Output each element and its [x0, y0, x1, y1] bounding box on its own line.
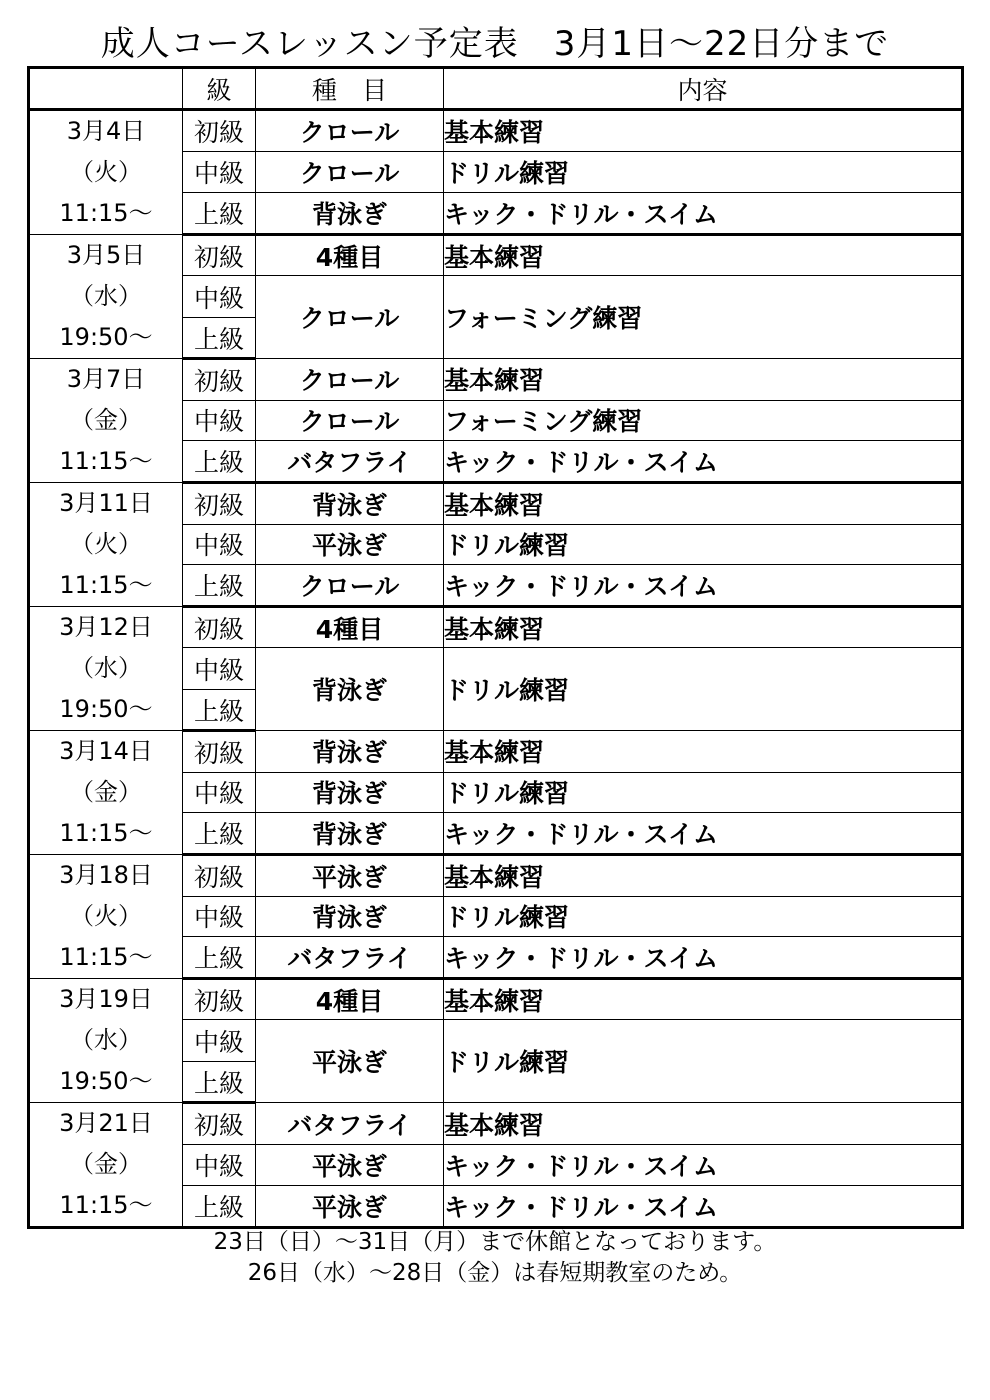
event-cell: クロール [256, 276, 444, 359]
table-row [29, 1103, 963, 1145]
content-cell: フォーミング練習 [444, 276, 963, 359]
date-date: 3月18日 [59, 861, 153, 889]
date-cell [29, 607, 183, 731]
content-cell: ドリル練習 [444, 1020, 963, 1103]
date-cell [29, 731, 183, 855]
date-weekday: （金） [70, 778, 142, 806]
event-cell: クロール [256, 110, 444, 152]
closure-notes [0, 1227, 990, 1289]
event-cell: 平泳ぎ [256, 1185, 444, 1227]
date-cell [29, 235, 183, 359]
event-cell: 4種目 [256, 235, 444, 276]
date-cell [29, 979, 183, 1103]
level-cell: 上級 [183, 937, 256, 979]
level-cell: 初級 [183, 607, 256, 648]
page-title: 成人コースレッスン予定表 3月1日～22日分まで [100, 24, 890, 64]
level-cell: 初級 [183, 110, 256, 152]
table-row [29, 731, 963, 773]
level-cell: 中級 [183, 400, 256, 441]
content-cell: ドリル練習 [444, 896, 963, 937]
level-cell: 初級 [183, 235, 256, 276]
event-cell: 4種目 [256, 979, 444, 1020]
date-time: 19:50～ [59, 1067, 153, 1095]
content-cell: 基本練習 [444, 979, 963, 1020]
level-cell: 初級 [183, 731, 256, 773]
date-weekday: （金） [70, 406, 142, 434]
level-cell: 初級 [183, 1103, 256, 1145]
level-cell: 中級 [183, 648, 256, 690]
content-cell: キック・ドリル・スイム [444, 565, 963, 607]
date-date: 3月21日 [59, 1109, 153, 1137]
event-cell: 背泳ぎ [256, 648, 444, 731]
level-cell: 初級 [183, 855, 256, 897]
level-cell: 初級 [183, 359, 256, 401]
date-time: 11:15～ [59, 943, 153, 971]
event-cell: クロール [256, 400, 444, 441]
date-date: 3月11日 [59, 489, 153, 517]
schedule-body [29, 110, 963, 1228]
content-cell: ドリル練習 [444, 772, 963, 813]
date-weekday: （火） [70, 902, 142, 930]
date-date: 3月12日 [59, 613, 153, 641]
content-cell: キック・ドリル・スイム [444, 441, 963, 483]
date-time: 11:15～ [59, 819, 153, 847]
event-cell: クロール [256, 565, 444, 607]
date-date: 3月19日 [59, 985, 153, 1013]
date-weekday: （火） [70, 530, 142, 558]
date-date: 3月4日 [66, 117, 146, 145]
content-cell: キック・ドリル・スイム [444, 1145, 963, 1186]
content-cell: ドリル練習 [444, 648, 963, 731]
date-date: 3月14日 [59, 737, 153, 765]
content-cell: ドリル練習 [444, 524, 963, 565]
date-time: 19:50～ [59, 323, 153, 351]
content-cell: ドリル練習 [444, 152, 963, 193]
level-cell: 上級 [183, 1185, 256, 1227]
table-row [29, 483, 963, 525]
event-cell: 背泳ぎ [256, 483, 444, 525]
header-event: 種 目 [256, 68, 444, 110]
event-cell: クロール [256, 359, 444, 401]
event-cell: バタフライ [256, 1103, 444, 1145]
event-cell: クロール [256, 152, 444, 193]
event-cell: 平泳ぎ [256, 1145, 444, 1186]
date-weekday: （水） [70, 282, 142, 310]
header-date [29, 68, 183, 110]
level-cell: 上級 [183, 565, 256, 607]
date-weekday: （金） [70, 1150, 142, 1178]
level-cell: 上級 [183, 813, 256, 855]
event-cell: 背泳ぎ [256, 772, 444, 813]
event-cell: 背泳ぎ [256, 896, 444, 937]
content-cell: キック・ドリル・スイム [444, 937, 963, 979]
level-cell: 中級 [183, 524, 256, 565]
header-content: 内容 [444, 68, 963, 110]
level-cell: 中級 [183, 896, 256, 937]
level-cell: 上級 [183, 690, 256, 731]
date-time: 19:50～ [59, 695, 153, 723]
level-cell: 中級 [183, 152, 256, 193]
date-weekday: （火） [70, 158, 142, 186]
content-cell: キック・ドリル・スイム [444, 192, 963, 234]
date-date: 3月7日 [66, 365, 146, 393]
table-row [29, 855, 963, 897]
content-cell: 基本練習 [444, 607, 963, 648]
content-cell: フォーミング練習 [444, 400, 963, 441]
level-cell: 上級 [183, 1062, 256, 1103]
lesson-schedule-table [27, 66, 964, 1229]
date-cell [29, 359, 183, 483]
table-row [29, 235, 963, 276]
level-cell: 上級 [183, 192, 256, 234]
content-cell: 基本練習 [444, 731, 963, 773]
date-time: 11:15～ [59, 571, 153, 599]
date-weekday: （水） [70, 654, 142, 682]
content-cell: キック・ドリル・スイム [444, 1185, 963, 1227]
table-header-row [29, 68, 963, 110]
content-cell: 基本練習 [444, 1103, 963, 1145]
date-cell [29, 483, 183, 607]
date-time: 11:15～ [59, 199, 153, 227]
date-time: 11:15～ [59, 447, 153, 475]
date-cell [29, 855, 183, 979]
level-cell: 上級 [183, 318, 256, 359]
event-cell: 背泳ぎ [256, 813, 444, 855]
date-weekday: （水） [70, 1026, 142, 1054]
level-cell: 中級 [183, 1145, 256, 1186]
date-cell [29, 1103, 183, 1228]
event-cell: 平泳ぎ [256, 855, 444, 897]
content-cell: 基本練習 [444, 359, 963, 401]
event-cell: 背泳ぎ [256, 731, 444, 773]
table-row [29, 607, 963, 648]
date-cell [29, 110, 183, 235]
level-cell: 中級 [183, 1020, 256, 1062]
table-row [29, 979, 963, 1020]
level-cell: 中級 [183, 276, 256, 318]
table-row [29, 110, 963, 152]
event-cell: 背泳ぎ [256, 192, 444, 234]
event-cell: 平泳ぎ [256, 524, 444, 565]
content-cell: キック・ドリル・スイム [444, 813, 963, 855]
content-cell: 基本練習 [444, 855, 963, 897]
event-cell: バタフライ [256, 441, 444, 483]
header-level: 級 [183, 68, 256, 110]
date-time: 11:15～ [59, 1191, 153, 1219]
event-cell: 平泳ぎ [256, 1020, 444, 1103]
level-cell: 中級 [183, 772, 256, 813]
note-line: 26日（水）～28日（金）は春短期教室のため。 [247, 1260, 743, 1286]
level-cell: 上級 [183, 441, 256, 483]
content-cell: 基本練習 [444, 235, 963, 276]
content-cell: 基本練習 [444, 110, 963, 152]
level-cell: 初級 [183, 483, 256, 525]
table-row [29, 359, 963, 401]
event-cell: 4種目 [256, 607, 444, 648]
date-date: 3月5日 [66, 241, 146, 269]
event-cell: バタフライ [256, 937, 444, 979]
note-line: 23日（日）～31日（月）まで休館となっております。 [213, 1229, 777, 1255]
level-cell: 初級 [183, 979, 256, 1020]
content-cell: 基本練習 [444, 483, 963, 525]
